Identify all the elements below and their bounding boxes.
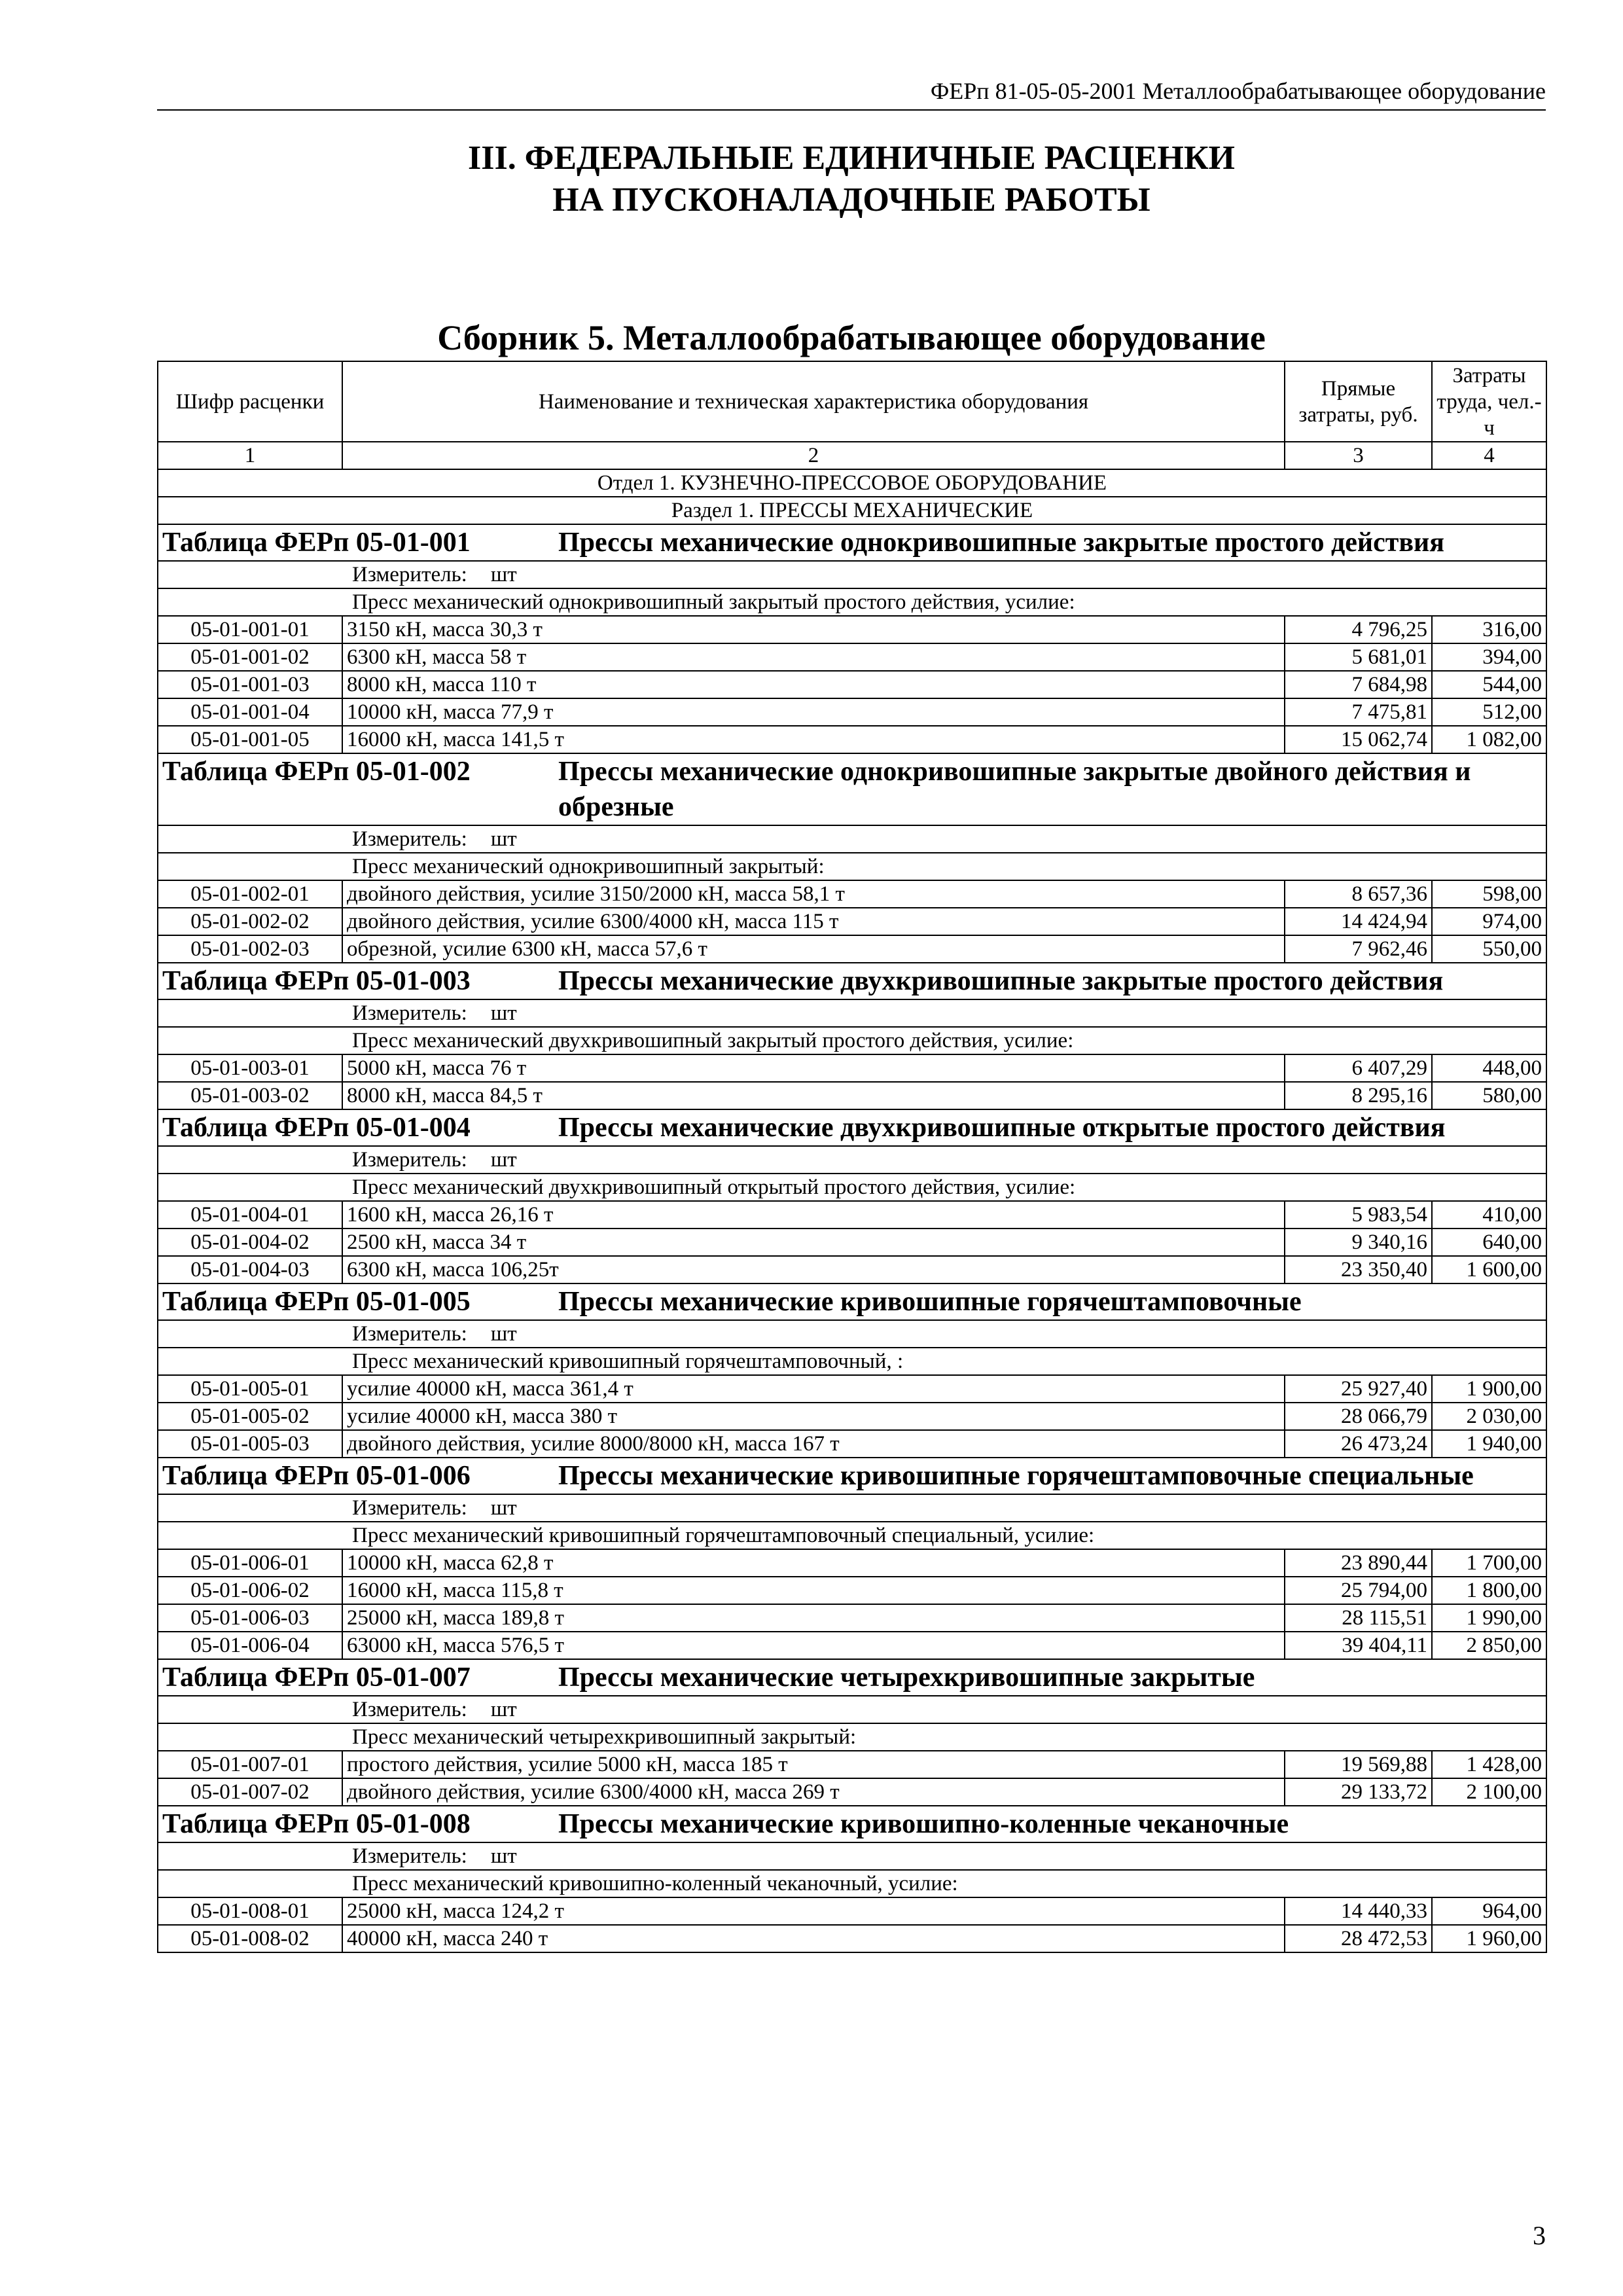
measure-unit: шт <box>490 1844 517 1868</box>
table-title: Прессы механические четырехкривошипные закрытые <box>558 1662 1255 1693</box>
group-row <box>158 1723 1546 1751</box>
otdel-title: Отдел 1. КУЗНЕЧНО-ПРЕССОВОЕ ОБОРУДОВАНИЕ <box>158 469 1546 497</box>
rate-direct-cost: 29 133,72 <box>1285 1778 1432 1806</box>
rate-labor: 1 600,00 <box>1432 1256 1546 1283</box>
rate-labor: 394,00 <box>1432 643 1546 671</box>
group-cell <box>158 853 1546 880</box>
rate-direct-cost: 26 473,24 <box>1285 1430 1432 1458</box>
rate-name: 2500 кН, масса 34 т <box>342 1229 1285 1256</box>
rate-labor: 448,00 <box>1432 1054 1546 1082</box>
rate-direct-cost: 8 657,36 <box>1285 880 1432 908</box>
table-row <box>158 1054 1546 1082</box>
rate-direct-cost: 14 424,94 <box>1285 908 1432 935</box>
rate-name: усилие 40000 кН, масса 361,4 т <box>342 1375 1285 1403</box>
measure-row <box>158 1696 1546 1723</box>
rate-code: 05-01-007-01 <box>158 1751 342 1778</box>
rate-code: 05-01-002-02 <box>158 908 342 935</box>
rate-code: 05-01-001-03 <box>158 671 342 698</box>
rate-direct-cost: 28 472,53 <box>1285 1925 1432 1952</box>
table-title: Прессы механические кривошипные горячештамповочные специальные <box>558 1461 1474 1491</box>
measure-unit: шт <box>490 827 517 851</box>
measure-unit: шт <box>490 1698 517 1721</box>
table-row <box>158 1201 1546 1229</box>
measure-row <box>158 999 1546 1027</box>
table-title: Прессы механические однокривошипные закрытые двойного действия и обрезные <box>558 757 1471 822</box>
table-heading-row <box>158 1283 1546 1320</box>
table-heading-row <box>158 1806 1546 1842</box>
rate-code: 05-01-006-02 <box>158 1577 342 1604</box>
running-head: ФЕРп 81-05-05-2001 Металлообрабатывающее оборудование <box>157 75 1546 111</box>
group-text: Пресс механический четырехкривошипный закрытый: <box>352 1725 857 1749</box>
table-code: Таблица ФЕРп 05-01-006 <box>162 1461 471 1491</box>
rate-code: 05-01-005-02 <box>158 1403 342 1430</box>
rate-labor: 1 960,00 <box>1432 1925 1546 1952</box>
table-row <box>158 1082 1546 1109</box>
rate-labor: 316,00 <box>1432 616 1546 643</box>
rate-name: 3150 кН, масса 30,3 т <box>342 616 1285 643</box>
measure-cell <box>158 999 1546 1027</box>
rate-labor: 964,00 <box>1432 1897 1546 1925</box>
rate-direct-cost: 39 404,11 <box>1285 1632 1432 1659</box>
table-row <box>158 726 1546 753</box>
col-number-3: 3 <box>1285 442 1432 469</box>
rate-labor: 974,00 <box>1432 908 1546 935</box>
group-cell <box>158 1174 1546 1201</box>
rate-code: 05-01-006-04 <box>158 1632 342 1659</box>
group-cell <box>158 1348 1546 1375</box>
measure-unit: шт <box>490 1148 517 1172</box>
rate-labor: 512,00 <box>1432 698 1546 726</box>
group-cell <box>158 1027 1546 1054</box>
measure-label: Измеритель: <box>352 1698 467 1721</box>
measure-label: Измеритель: <box>352 563 467 586</box>
table-heading-wrap <box>162 1284 1542 1319</box>
measure-label: Измеритель: <box>352 1496 467 1520</box>
rates-body <box>158 469 1546 1952</box>
rate-code: 05-01-003-01 <box>158 1054 342 1082</box>
table-row <box>158 1897 1546 1925</box>
rate-direct-cost: 23 890,44 <box>1285 1549 1432 1577</box>
rate-labor: 1 428,00 <box>1432 1751 1546 1778</box>
table-title: Прессы механические кривошипно-коленные чеканочные <box>558 1809 1289 1839</box>
header-direct-costs: Прямые затраты, руб. <box>1285 361 1432 442</box>
rate-direct-cost: 15 062,74 <box>1285 726 1432 753</box>
measure-cell <box>158 1842 1546 1870</box>
table-code: Таблица ФЕРп 05-01-007 <box>162 1662 471 1693</box>
rates-table <box>157 361 1547 1953</box>
rate-direct-cost: 28 115,51 <box>1285 1604 1432 1632</box>
measure-label: Измеритель: <box>352 1001 467 1025</box>
group-text: Пресс механический однокривошипный закрытый простого действия, усилие: <box>352 590 1075 614</box>
table-heading <box>158 753 1546 825</box>
measure-cell <box>158 1146 1546 1174</box>
table-heading <box>158 524 1546 561</box>
rate-direct-cost: 5 681,01 <box>1285 643 1432 671</box>
rate-code: 05-01-001-05 <box>158 726 342 753</box>
table-row <box>158 1925 1546 1952</box>
rate-labor: 2 850,00 <box>1432 1632 1546 1659</box>
rate-direct-cost: 8 295,16 <box>1285 1082 1432 1109</box>
table-row <box>158 1375 1546 1403</box>
group-text: Пресс механический однокривошипный закрытый: <box>352 855 825 878</box>
table-heading-row <box>158 1109 1546 1146</box>
rate-labor: 544,00 <box>1432 671 1546 698</box>
rate-labor: 550,00 <box>1432 935 1546 963</box>
table-row <box>158 1577 1546 1604</box>
rate-labor: 2 030,00 <box>1432 1403 1546 1430</box>
table-heading <box>158 1458 1546 1494</box>
rate-code: 05-01-003-02 <box>158 1082 342 1109</box>
col-number-4: 4 <box>1432 442 1546 469</box>
measure-cell <box>158 561 1546 588</box>
table-code: Таблица ФЕРп 05-01-001 <box>162 528 471 558</box>
group-text: Пресс механический кривошипный горячештамповочный, : <box>352 1350 904 1373</box>
rate-name: двойного действия, усилие 6300/4000 кН, масса 269 т <box>342 1778 1285 1806</box>
table-heading-wrap <box>162 963 1542 999</box>
rate-name: 25000 кН, масса 124,2 т <box>342 1897 1285 1925</box>
rate-direct-cost: 28 066,79 <box>1285 1403 1432 1430</box>
measure-row <box>158 825 1546 853</box>
rate-name: 63000 кН, масса 576,5 т <box>342 1632 1285 1659</box>
rate-direct-cost: 19 569,88 <box>1285 1751 1432 1778</box>
rate-code: 05-01-004-03 <box>158 1256 342 1283</box>
page-number: 3 <box>1533 2221 1546 2250</box>
group-text: Пресс механический кривошипный горячештамповочный специальный, усилие: <box>352 1524 1095 1547</box>
rate-labor: 1 940,00 <box>1432 1430 1546 1458</box>
table-heading-wrap <box>162 525 1542 560</box>
table-heading-wrap <box>162 1458 1542 1494</box>
measure-cell <box>158 1696 1546 1723</box>
table-row <box>158 1403 1546 1430</box>
table-heading-row <box>158 524 1546 561</box>
rate-code: 05-01-004-02 <box>158 1229 342 1256</box>
table-row <box>158 1632 1546 1659</box>
rate-direct-cost: 5 983,54 <box>1285 1201 1432 1229</box>
rate-name: 40000 кН, масса 240 т <box>342 1925 1285 1952</box>
rate-code: 05-01-005-03 <box>158 1430 342 1458</box>
measure-label: Измеритель: <box>352 1844 467 1868</box>
rate-name: двойного действия, усилие 6300/4000 кН, масса 115 т <box>342 908 1285 935</box>
rate-name: усилие 40000 кН, масса 380 т <box>342 1403 1285 1430</box>
table-heading-row <box>158 1659 1546 1696</box>
group-cell <box>158 1522 1546 1549</box>
table-row <box>158 1430 1546 1458</box>
razdel-title: Раздел 1. ПРЕССЫ МЕХАНИЧЕСКИЕ <box>158 497 1546 524</box>
group-row <box>158 1027 1546 1054</box>
rate-code: 05-01-002-01 <box>158 880 342 908</box>
table-row <box>158 908 1546 935</box>
header-name: Наименование и техническая характеристика оборудования <box>342 361 1285 442</box>
table-heading-row <box>158 963 1546 999</box>
rate-name: обрезной, усилие 6300 кН, масса 57,6 т <box>342 935 1285 963</box>
measure-row <box>158 1146 1546 1174</box>
group-cell <box>158 1723 1546 1751</box>
rate-code: 05-01-006-03 <box>158 1604 342 1632</box>
table-row <box>158 1549 1546 1577</box>
table-code: Таблица ФЕРп 05-01-005 <box>162 1287 471 1317</box>
rate-direct-cost: 6 407,29 <box>1285 1054 1432 1082</box>
header-labor: Затраты труда, чел.-ч <box>1432 361 1546 442</box>
rate-name: 6300 кН, масса 106,25т <box>342 1256 1285 1283</box>
table-row <box>158 698 1546 726</box>
table-row <box>158 1751 1546 1778</box>
rate-direct-cost: 14 440,33 <box>1285 1897 1432 1925</box>
rate-direct-cost: 7 962,46 <box>1285 935 1432 963</box>
table-heading-wrap <box>162 1660 1542 1695</box>
part-title-line-2: НА ПУСКОНАЛАДОЧНЫЕ РАБОТЫ <box>552 181 1150 219</box>
rate-code: 05-01-001-01 <box>158 616 342 643</box>
rate-code: 05-01-006-01 <box>158 1549 342 1577</box>
table-heading-wrap <box>162 1110 1542 1145</box>
table-row <box>158 935 1546 963</box>
table-heading-row <box>158 1458 1546 1494</box>
rate-name: 16000 кН, масса 115,8 т <box>342 1577 1285 1604</box>
rate-labor: 1 900,00 <box>1432 1375 1546 1403</box>
rate-name: простого действия, усилие 5000 кН, масса 185 т <box>342 1751 1285 1778</box>
measure-label: Измеритель: <box>352 827 467 851</box>
table-row <box>158 1778 1546 1806</box>
rate-direct-cost: 4 796,25 <box>1285 616 1432 643</box>
rate-code: 05-01-005-01 <box>158 1375 342 1403</box>
header-row <box>158 361 1546 442</box>
table-heading-wrap <box>162 754 1542 825</box>
rate-labor: 410,00 <box>1432 1201 1546 1229</box>
measure-row <box>158 561 1546 588</box>
group-row <box>158 1174 1546 1201</box>
table-row <box>158 671 1546 698</box>
rate-labor: 1 700,00 <box>1432 1549 1546 1577</box>
table-code: Таблица ФЕРп 05-01-002 <box>162 757 471 787</box>
rate-direct-cost: 23 350,40 <box>1285 1256 1432 1283</box>
rate-name: 8000 кН, масса 110 т <box>342 671 1285 698</box>
table-code: Таблица ФЕРп 05-01-008 <box>162 1809 471 1839</box>
group-row <box>158 853 1546 880</box>
table-row <box>158 880 1546 908</box>
table-row <box>158 1256 1546 1283</box>
table-heading-wrap <box>162 1806 1542 1842</box>
part-title <box>157 137 1546 221</box>
col-number-1: 1 <box>158 442 342 469</box>
rate-name: 10000 кН, масса 62,8 т <box>342 1549 1285 1577</box>
measure-cell <box>158 1320 1546 1348</box>
measure-label: Измеритель: <box>352 1322 467 1346</box>
column-numbers-row <box>158 442 1546 469</box>
rate-name: двойного действия, усилие 8000/8000 кН, масса 167 т <box>342 1430 1285 1458</box>
rate-name: двойного действия, усилие 3150/2000 кН, масса 58,1 т <box>342 880 1285 908</box>
table-heading <box>158 1283 1546 1320</box>
rate-code: 05-01-001-02 <box>158 643 342 671</box>
rate-name: 8000 кН, масса 84,5 т <box>342 1082 1285 1109</box>
part-title-line-1: III. ФЕДЕРАЛЬНЫЕ ЕДИНИЧНЫЕ РАСЦЕНКИ <box>467 139 1235 177</box>
rate-name: 25000 кН, масса 189,8 т <box>342 1604 1285 1632</box>
table-title: Прессы механические двухкривошипные закрытые простого действия <box>558 966 1444 996</box>
rate-direct-cost: 7 475,81 <box>1285 698 1432 726</box>
table-title: Прессы механические двухкривошипные открытые простого действия <box>558 1113 1446 1143</box>
rate-code: 05-01-002-03 <box>158 935 342 963</box>
measure-unit: шт <box>490 563 517 586</box>
table-code: Таблица ФЕРп 05-01-004 <box>162 1113 471 1143</box>
table-heading-row <box>158 753 1546 825</box>
measure-unit: шт <box>490 1322 517 1346</box>
group-cell <box>158 1870 1546 1897</box>
rate-code: 05-01-001-04 <box>158 698 342 726</box>
measure-row <box>158 1320 1546 1348</box>
rate-labor: 2 100,00 <box>1432 1778 1546 1806</box>
rate-direct-cost: 25 794,00 <box>1285 1577 1432 1604</box>
table-row <box>158 616 1546 643</box>
table-row <box>158 1604 1546 1632</box>
rate-name: 6300 кН, масса 58 т <box>342 643 1285 671</box>
rate-name: 1600 кН, масса 26,16 т <box>342 1201 1285 1229</box>
collection-title: Сборник 5. Металлообрабатывающее оборудование <box>437 318 1266 357</box>
rate-direct-cost: 9 340,16 <box>1285 1229 1432 1256</box>
table-heading <box>158 1109 1546 1146</box>
group-row <box>158 1870 1546 1897</box>
rate-direct-cost: 7 684,98 <box>1285 671 1432 698</box>
measure-row <box>158 1494 1546 1522</box>
rate-name: 16000 кН, масса 141,5 т <box>342 726 1285 753</box>
razdel-row <box>158 497 1546 524</box>
measure-cell <box>158 1494 1546 1522</box>
rate-code: 05-01-004-01 <box>158 1201 342 1229</box>
rate-labor: 1 082,00 <box>1432 726 1546 753</box>
group-row <box>158 1348 1546 1375</box>
rate-code: 05-01-007-02 <box>158 1778 342 1806</box>
table-row <box>158 643 1546 671</box>
otdel-row <box>158 469 1546 497</box>
measure-row <box>158 1842 1546 1870</box>
rate-direct-cost: 25 927,40 <box>1285 1375 1432 1403</box>
table-heading <box>158 1806 1546 1842</box>
table-row <box>158 1229 1546 1256</box>
table-heading <box>158 963 1546 999</box>
header-code: Шифр расценки <box>158 361 342 442</box>
rate-name: 10000 кН, масса 77,9 т <box>342 698 1285 726</box>
measure-cell <box>158 825 1546 853</box>
col-number-2: 2 <box>342 442 1285 469</box>
rate-labor: 1 990,00 <box>1432 1604 1546 1632</box>
table-title: Прессы механические кривошипные горячештамповочные <box>558 1287 1302 1317</box>
group-text: Пресс механический двухкривошипный открытый простого действия, усилие: <box>352 1175 1076 1199</box>
rate-code: 05-01-008-01 <box>158 1897 342 1925</box>
rate-labor: 598,00 <box>1432 880 1546 908</box>
rate-code: 05-01-008-02 <box>158 1925 342 1952</box>
measure-unit: шт <box>490 1001 517 1025</box>
measure-unit: шт <box>490 1496 517 1520</box>
table-title: Прессы механические однокривошипные закрытые простого действия <box>558 528 1444 558</box>
group-text: Пресс механический двухкривошипный закрытый простого действия, усилие: <box>352 1029 1074 1052</box>
rate-labor: 640,00 <box>1432 1229 1546 1256</box>
rate-labor: 1 800,00 <box>1432 1577 1546 1604</box>
measure-label: Измеритель: <box>352 1148 467 1172</box>
group-cell <box>158 588 1546 616</box>
group-text: Пресс механический кривошипно-коленный чеканочный, усилие: <box>352 1872 958 1895</box>
table-heading <box>158 1659 1546 1696</box>
rate-labor: 580,00 <box>1432 1082 1546 1109</box>
group-row <box>158 1522 1546 1549</box>
table-code: Таблица ФЕРп 05-01-003 <box>162 966 471 996</box>
group-row <box>158 588 1546 616</box>
rate-name: 5000 кН, масса 76 т <box>342 1054 1285 1082</box>
